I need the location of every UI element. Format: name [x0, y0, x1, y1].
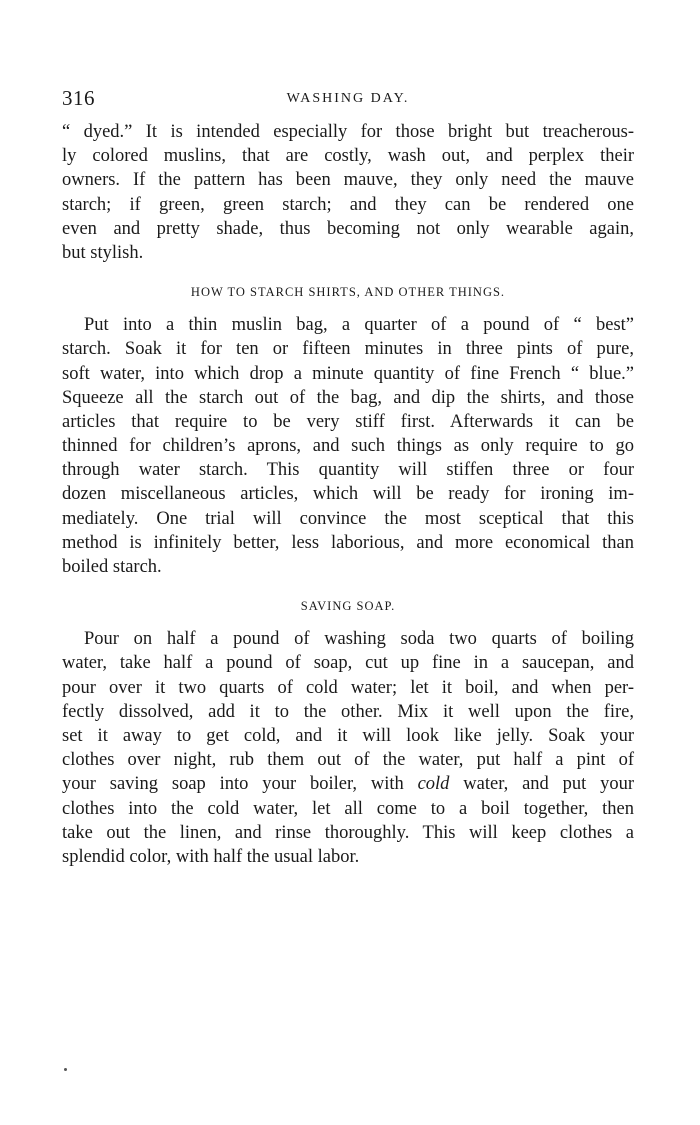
- text-line: method is infinitely better, less laborious, and more economical than: [62, 532, 634, 553]
- text-line: articles that require to be very stiff first. Afterwards it can be: [62, 411, 634, 432]
- text-line: Squeeze all the starch out of the bag, and dip the shirts, and those: [62, 387, 634, 408]
- text-line: “ dyed.” It is intended especially for those bright but treacherous-: [62, 122, 634, 142]
- text-line: owners. If the pattern has been mauve, they only need the mauve: [62, 170, 634, 191]
- paper-speck: [64, 1068, 67, 1071]
- text-line: even and pretty shade, thus becoming not only wearable again,: [62, 218, 634, 239]
- text-line: Pour on half a pound of washing soda two quarts of boiling: [84, 629, 634, 650]
- emphasis-text: cold: [417, 774, 450, 795]
- text-line: fectly dissolved, add it to the other. Mix it well upon the fire,: [62, 701, 634, 722]
- text-segment: your saving soap into your boiler, with: [62, 774, 404, 795]
- text-line: through water starch. This quantity will stiffen three or four: [62, 460, 634, 481]
- text-line: but stylish.: [62, 242, 144, 263]
- section-heading-saving-soap: SAVING SOAP.: [300, 599, 396, 614]
- text-segment: water, and put your: [463, 774, 635, 795]
- text-line: mediately. One trial will convince the most sceptical that this: [62, 508, 634, 529]
- text-line: Put into a thin muslin bag, a quarter of a pound of “ best”: [84, 315, 634, 336]
- text-line: dozen miscellaneous articles, which will be ready for ironing im-: [62, 484, 634, 505]
- intro-paragraph: [62, 120, 634, 265]
- text-line: set it away to get cold, and it will look like jelly. Soak your: [62, 725, 634, 746]
- text-line: take out the linen, and rinse thoroughly. This will keep clothes a: [62, 822, 634, 843]
- text-line: pour over it two quarts of cold water; let it boil, and when per-: [62, 677, 634, 698]
- running-title: WASHING DAY.: [286, 91, 410, 106]
- running-head: [62, 86, 634, 114]
- starch-paragraph: [62, 313, 634, 579]
- text-line: thinned for children’s aprons, and such things as only require to go: [62, 436, 634, 457]
- book-page: [62, 86, 634, 869]
- text-line: clothes into the cold water, let all come to a boil together, then: [62, 798, 634, 819]
- soap-paragraph: [62, 627, 634, 869]
- text-line: clothes over night, rub them out of the water, put half a pint of: [62, 750, 634, 771]
- text-line: starch; if green, green starch; and they can be rendered one: [62, 194, 634, 215]
- text-line: [62, 772, 634, 796]
- text-line: starch. Soak it for ten or fifteen minutes in three pints of pure,: [62, 339, 634, 360]
- section-heading-starch: HOW TO STARCH SHIRTS, AND OTHER THINGS.: [190, 285, 506, 300]
- text-line: soft water, into which drop a minute quantity of fine French “ blue.”: [62, 363, 634, 384]
- text-line: ly colored muslins, that are costly, wash out, and perplex their: [62, 146, 634, 167]
- text-line: water, take half a pound of soap, cut up fine in a saucepan, and: [62, 653, 634, 674]
- text-line: boiled starch.: [62, 557, 162, 577]
- text-line: splendid color, with half the usual labor.: [62, 846, 360, 867]
- page-number: 316: [62, 86, 95, 110]
